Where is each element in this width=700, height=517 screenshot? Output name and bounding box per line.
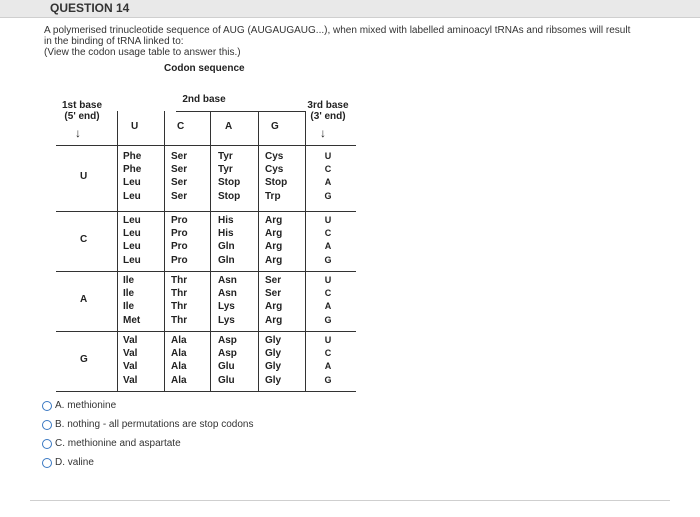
codon-cell — [123, 334, 137, 387]
codon-cell — [218, 214, 235, 267]
amino-acid: Gly — [265, 374, 282, 386]
third-base-letter: A — [324, 177, 332, 188]
amino-acid: Lys — [218, 314, 235, 326]
third-base-label — [300, 100, 356, 122]
amino-acid: Cys — [265, 151, 284, 162]
amino-acid: Ala — [171, 335, 187, 346]
option-d[interactable] — [42, 453, 253, 472]
third-base-label-line: 3rd base — [307, 100, 349, 111]
amino-acid: Pro — [171, 241, 188, 253]
amino-acid: Asn — [218, 275, 237, 286]
option-a[interactable] — [42, 396, 253, 415]
amino-acid: Ala — [171, 348, 187, 360]
amino-acid: Gly — [265, 335, 282, 346]
table-border — [56, 331, 356, 332]
first-base-header: U — [80, 171, 88, 182]
question-line: in the binding of tRNA linked to: — [44, 36, 184, 47]
third-base-letter: C — [324, 164, 332, 175]
amino-acid: Asp — [218, 335, 237, 346]
amino-acid: Ser — [171, 190, 188, 202]
amino-acid: Stop — [265, 177, 288, 189]
amino-acid: Leu — [123, 228, 141, 240]
third-base-letter: G — [324, 314, 332, 325]
codon-table — [56, 88, 356, 393]
radio-button[interactable] — [42, 458, 52, 468]
amino-acid: Ile — [123, 301, 135, 313]
third-base-letter: U — [324, 151, 332, 161]
amino-acid: Thr — [171, 275, 188, 286]
amino-acid: Gln — [218, 254, 235, 266]
codon-cell — [123, 274, 140, 327]
down-arrow-icon: ↓ — [320, 126, 326, 140]
amino-acid: Leu — [123, 254, 141, 266]
amino-acid: Val — [123, 335, 138, 346]
table-border — [258, 111, 259, 392]
first-base-label — [56, 100, 108, 122]
table-border — [56, 211, 356, 212]
amino-acid: His — [218, 228, 234, 240]
table-border — [176, 111, 306, 112]
amino-acid: Pro — [171, 215, 188, 226]
codon-cell — [123, 150, 141, 203]
amino-acid: Ile — [123, 288, 135, 300]
option-b[interactable] — [42, 415, 253, 434]
amino-acid: Arg — [265, 314, 283, 326]
amino-acid: Gln — [218, 241, 235, 253]
third-base-letter: A — [324, 301, 332, 312]
first-base-header: C — [80, 234, 88, 245]
third-base-letter: G — [324, 254, 332, 265]
amino-acid: Arg — [265, 241, 283, 253]
second-base-header: U — [131, 121, 139, 132]
amino-acid: Ser — [171, 164, 188, 176]
amino-acid: Glu — [218, 361, 235, 373]
table-border — [210, 111, 211, 392]
second-base-header: G — [271, 121, 279, 132]
amino-acid: Leu — [123, 241, 141, 253]
amino-acid: Ser — [265, 275, 282, 286]
first-base-header: G — [80, 354, 88, 365]
question-line: (View the codon usage table to answer this.) — [44, 47, 241, 58]
third-base-letter: G — [324, 190, 332, 201]
amino-acid: Phe — [123, 151, 142, 162]
first-base-header: A — [80, 294, 88, 305]
third-base-letter: U — [324, 275, 332, 285]
codon-cell — [218, 334, 237, 387]
codon-cell — [171, 334, 187, 387]
second-base-label: 2nd base — [182, 94, 226, 105]
radio-button[interactable] — [42, 439, 52, 449]
amino-acid: Arg — [265, 215, 283, 226]
amino-acid: Asn — [218, 288, 237, 300]
codon-cell — [171, 150, 187, 203]
option-label: B. nothing - all permutations are stop codons — [55, 419, 254, 430]
amino-acid: Val — [123, 374, 138, 386]
codon-cell — [123, 214, 141, 267]
question-header — [0, 0, 700, 18]
amino-acid: Tyr — [218, 151, 233, 162]
first-base-label-line: 1st base — [61, 100, 103, 111]
codon-cell — [265, 150, 287, 203]
amino-acid: Val — [123, 361, 138, 373]
amino-acid: Trp — [265, 190, 281, 202]
third-base-letter: A — [324, 241, 332, 252]
table-caption: Codon sequence — [164, 63, 245, 74]
amino-acid: Ser — [171, 177, 188, 189]
amino-acid: His — [218, 215, 234, 226]
first-base-label-line: (5' end) — [64, 111, 100, 122]
amino-acid: Gly — [265, 361, 282, 373]
codon-cell — [218, 274, 237, 327]
amino-acid: Ile — [123, 275, 135, 286]
third-base-letter: C — [324, 228, 332, 239]
amino-acid: Asp — [218, 348, 237, 360]
table-border — [56, 391, 356, 392]
table-border — [56, 271, 356, 272]
amino-acid: Glu — [218, 374, 235, 386]
answer-options — [42, 396, 253, 472]
option-label: C. methionine and aspartate — [55, 438, 181, 449]
third-base-column — [322, 274, 334, 327]
amino-acid: Arg — [265, 254, 283, 266]
question-line: A polymerised trinucleotide sequence of AUG (AUGAUGAUG...), when mixed with labelled aminoacyl tRNAs and ribsomes will result — [44, 25, 631, 36]
radio-button[interactable] — [42, 401, 52, 411]
third-base-column — [322, 214, 334, 267]
option-label: A. methionine — [55, 400, 117, 411]
amino-acid: Leu — [123, 190, 141, 202]
question-text — [44, 25, 684, 58]
option-c[interactable] — [42, 434, 253, 453]
amino-acid: Phe — [123, 164, 142, 176]
amino-acid: Ala — [171, 374, 187, 386]
codon-cell — [265, 274, 282, 327]
amino-acid: Leu — [123, 215, 141, 226]
table-border — [56, 145, 356, 146]
amino-acid: Ala — [171, 361, 187, 373]
amino-acid: Thr — [171, 314, 188, 326]
amino-acid: Ser — [265, 288, 282, 300]
third-base-letter: U — [324, 215, 332, 225]
codon-cell — [218, 150, 240, 203]
amino-acid: Thr — [171, 288, 188, 300]
amino-acid: Arg — [265, 228, 283, 240]
amino-acid: Stop — [218, 177, 241, 189]
third-base-letter: U — [324, 335, 332, 345]
question-title: QUESTION 14 — [50, 1, 130, 15]
third-base-column — [322, 334, 334, 387]
amino-acid: Pro — [171, 254, 188, 266]
down-arrow-icon: ↓ — [75, 126, 81, 140]
amino-acid: Cys — [265, 164, 284, 176]
amino-acid: Tyr — [218, 164, 233, 176]
amino-acid: Pro — [171, 228, 188, 240]
second-base-header: C — [177, 121, 185, 132]
amino-acid: Lys — [218, 301, 235, 313]
second-base-header: A — [225, 121, 233, 132]
third-base-letter: C — [324, 348, 332, 359]
amino-acid: Ser — [171, 151, 188, 162]
table-border — [164, 111, 165, 392]
radio-button[interactable] — [42, 420, 52, 430]
divider — [30, 500, 670, 501]
codon-cell — [171, 274, 187, 327]
codon-cell — [265, 214, 282, 267]
third-base-letter: C — [324, 288, 332, 299]
third-base-label-line: (3' end) — [310, 111, 346, 122]
amino-acid: Arg — [265, 301, 283, 313]
third-base-letter: A — [324, 361, 332, 372]
third-base-column — [322, 150, 334, 203]
amino-acid: Val — [123, 348, 138, 360]
amino-acid: Stop — [218, 190, 241, 202]
codon-cell — [171, 214, 188, 267]
third-base-letter: G — [324, 374, 332, 385]
amino-acid: Gly — [265, 348, 282, 360]
codon-cell — [265, 334, 281, 387]
option-label: D. valine — [55, 457, 94, 468]
amino-acid: Met — [123, 314, 141, 326]
amino-acid: Leu — [123, 177, 141, 189]
amino-acid: Thr — [171, 301, 188, 313]
table-border — [305, 111, 306, 392]
table-border — [117, 111, 118, 392]
